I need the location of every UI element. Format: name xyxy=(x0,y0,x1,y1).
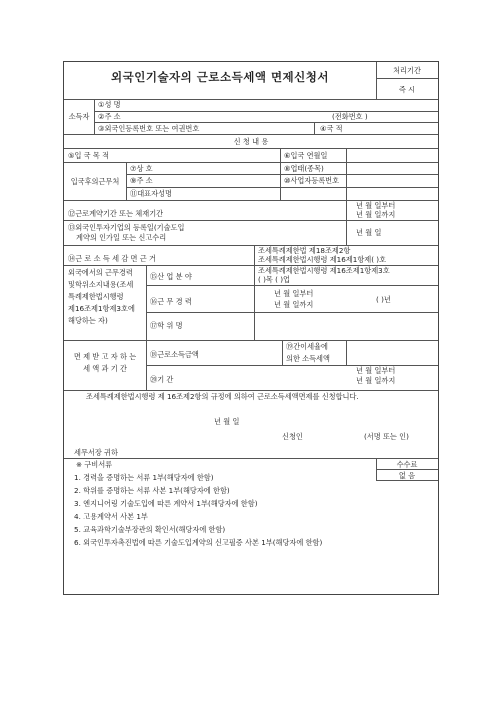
representative-name-label: ⑪대표자성명 xyxy=(130,189,172,198)
career-label-line2: 및학위소지내용(조세 xyxy=(68,280,134,289)
required-document-item: 6. 외국인투자촉진법에 따른 기술도입계약의 신고필증 사본 1부(해당자에 한함) xyxy=(74,538,323,547)
signature-note: (서명 또는 인) xyxy=(364,432,409,441)
name-label: ①성 명 xyxy=(98,100,121,109)
required-document-item: 3. 엔지니어링 기술도입에 따른 계약서 1부(해당자에 한함) xyxy=(74,499,258,508)
recipient-label: 세무서장 귀하 xyxy=(74,448,118,457)
exemption-basis-line2: 조세특례제한법시행령 제16제1항제( )호 xyxy=(258,255,387,264)
registration-date-label-line2: 계약의 인가일 또는 신고수리 xyxy=(76,233,167,242)
contract-period-label: ⑫근로계약기간 또는 체재기간 xyxy=(68,209,164,218)
required-document-item: 4. 고용계약서 사본 1부 xyxy=(74,512,148,521)
work-career-from: 년 월 일부터 xyxy=(274,289,314,298)
work-career-to: 년 월 일까지 xyxy=(274,300,314,309)
request-section-header: 신 청 내 용 xyxy=(233,137,269,146)
processing-period-label: 처리기간 xyxy=(393,66,421,75)
industry-field-line2: ( )목 ( )업 xyxy=(258,275,290,284)
work-career-label: ⑯근 무 경 력 xyxy=(150,297,192,306)
nationality-label: ④국 적 xyxy=(320,124,343,133)
entry-date-label: ⑥입국 연월일 xyxy=(284,151,328,160)
employer-address-label: ⑨주 소 xyxy=(130,176,153,185)
required-documents-header: ※ 구비서류 xyxy=(76,460,113,469)
registration-date-value: 년 월 일 xyxy=(356,228,382,237)
registration-date-label-line1: ⑬외국인투자기업의 등록일(기술도입 xyxy=(68,223,185,232)
exemption-basis-line1: 조세특례제한법 제18조제2항 xyxy=(258,246,351,255)
exemption-basis-label: ⑭근 로 소 득 세 감 면 근 거 xyxy=(68,254,156,263)
career-label-line1: 외국에서의 근무경력 xyxy=(68,268,133,277)
application-date: 년 월 일 xyxy=(214,417,240,426)
applicant-section-label: 소득자 xyxy=(68,112,90,121)
fee-label: 수수료 xyxy=(396,460,418,469)
career-label-line4: 제16조제1항제3호에 xyxy=(68,304,135,313)
form-title: 외국인기술자의 근로소득세액 면제신청서 xyxy=(111,70,329,84)
exemption-term-from: 년 월 일부터 xyxy=(356,366,396,375)
simplified-tax-label-line1: ⑲간이세율에 xyxy=(286,342,328,351)
exemption-term-to: 년 월 일까지 xyxy=(356,376,396,385)
business-type-label: ⑧업태(종목) xyxy=(284,164,324,173)
entry-purpose-label: ⑤입 국 목 적 xyxy=(68,151,110,160)
contract-period-to: 년 월 일까지 xyxy=(356,210,396,219)
phone-label: (전화번호 ) xyxy=(332,112,368,121)
exemption-label-line1: 면 제 받 고 자 하 는 xyxy=(73,352,137,361)
company-name-label: ⑦상 호 xyxy=(130,164,153,173)
contract-period-from: 년 월 일부터 xyxy=(356,201,396,210)
application-form xyxy=(63,61,439,595)
employer-group-label: 입국후의근무처 xyxy=(70,177,120,186)
required-document-item: 1. 경력을 증명하는 서류 1부(해당자에 한함) xyxy=(74,473,214,482)
career-label-line3: 특례제한법시행령 xyxy=(68,292,124,301)
income-amount-label: ⑱근로소득금액 xyxy=(150,350,199,359)
required-document-item: 2. 학위를 증명하는 서류 사본 1부(해당자에 한함) xyxy=(74,486,230,495)
industry-field-line1: 조세특례제한법시행령 제16조제1항제3호 xyxy=(258,266,390,275)
registration-number-label: ③외국인등록번호 또는 여권번호 xyxy=(98,124,200,133)
declaration-statement: 조세특례제한법시행령 제 16조제2항의 규정에 의하여 근로소득세액면제를 신청합니다. xyxy=(86,392,359,401)
business-registration-label: ⑩사업자등록번호 xyxy=(284,176,340,185)
exemption-term-label: ⑳기 간 xyxy=(150,375,174,384)
degree-label: ⑰학 위 명 xyxy=(150,321,183,330)
required-document-item: 5. 교육과학기술부장관의 확인서(해당자에 한함) xyxy=(74,525,226,534)
career-label-line5: 해당하는 자) xyxy=(68,316,108,325)
industry-field-label: ⑮산 업 분 야 xyxy=(150,272,192,281)
applicant-signature-label: 신청인 xyxy=(282,432,303,441)
exemption-label-line2: 세 액 과 기 간 xyxy=(83,364,127,373)
fee-value: 없 음 xyxy=(398,471,416,480)
work-career-years: ( )년 xyxy=(376,295,391,304)
address-label: ②주 소 xyxy=(98,112,121,121)
simplified-tax-label-line2: 의한 소득세액 xyxy=(286,354,330,363)
processing-period-value: 즉 시 xyxy=(398,85,416,94)
